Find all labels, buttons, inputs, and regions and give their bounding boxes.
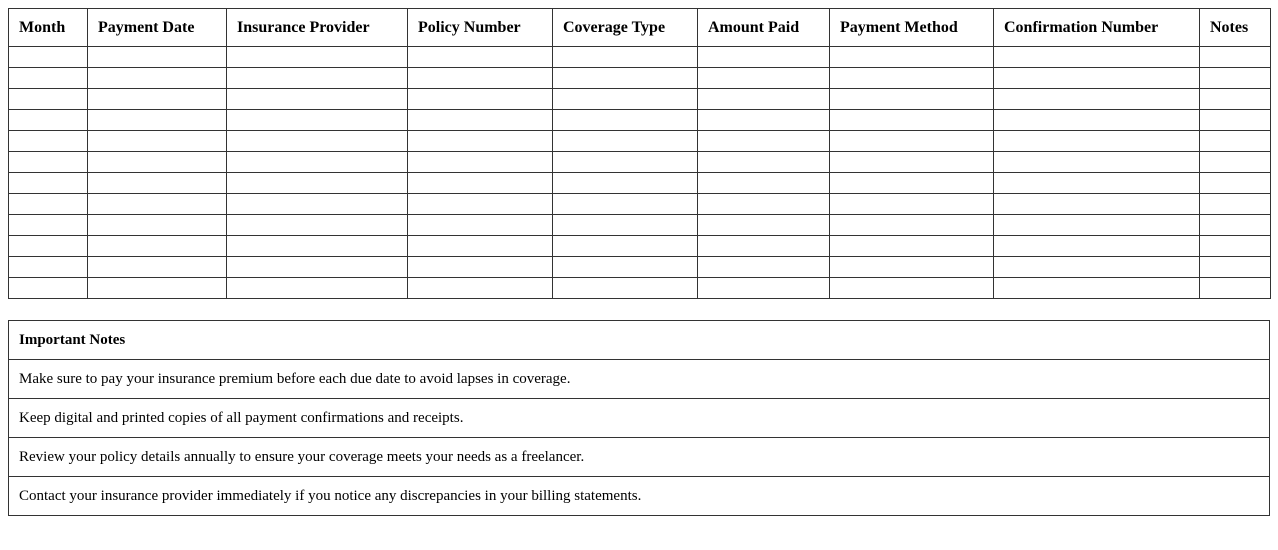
cell-payment-date[interactable] xyxy=(88,215,227,236)
table-row xyxy=(9,152,1271,173)
cell-payment-method[interactable] xyxy=(830,152,994,173)
cell-amount-paid[interactable] xyxy=(698,194,830,215)
cell-notes[interactable] xyxy=(1200,131,1271,152)
column-header-policy-number: Policy Number xyxy=(408,9,553,47)
cell-insurance-provider[interactable] xyxy=(227,173,408,194)
cell-month[interactable] xyxy=(9,278,88,299)
table-row xyxy=(9,173,1271,194)
cell-payment-date[interactable] xyxy=(88,131,227,152)
column-header-amount-paid: Amount Paid xyxy=(698,9,830,47)
column-header-month: Month xyxy=(9,9,88,47)
cell-amount-paid[interactable] xyxy=(698,131,830,152)
cell-insurance-provider[interactable] xyxy=(227,110,408,131)
cell-insurance-provider[interactable] xyxy=(227,278,408,299)
note-text: Contact your insurance provider immediately if you notice any discrepancies in your billing statements. xyxy=(9,477,1270,516)
cell-month[interactable] xyxy=(9,236,88,257)
note-row xyxy=(9,438,1270,477)
note-text: Make sure to pay your insurance premium before each due date to avoid lapses in coverage. xyxy=(9,360,1270,399)
cell-payment-method[interactable] xyxy=(830,257,994,278)
cell-notes[interactable] xyxy=(1200,173,1271,194)
cell-amount-paid[interactable] xyxy=(698,110,830,131)
table-row xyxy=(9,215,1271,236)
cell-payment-date[interactable] xyxy=(88,47,227,68)
cell-policy-number[interactable] xyxy=(408,68,553,89)
cell-month[interactable] xyxy=(9,110,88,131)
cell-payment-date[interactable] xyxy=(88,89,227,110)
table-header-row xyxy=(9,9,1271,47)
cell-confirmation-number[interactable] xyxy=(994,173,1200,194)
cell-policy-number[interactable] xyxy=(408,152,553,173)
cell-month[interactable] xyxy=(9,47,88,68)
cell-month[interactable] xyxy=(9,215,88,236)
cell-notes[interactable] xyxy=(1200,152,1271,173)
note-row xyxy=(9,399,1270,438)
cell-policy-number[interactable] xyxy=(408,47,553,68)
cell-notes[interactable] xyxy=(1200,47,1271,68)
cell-amount-paid[interactable] xyxy=(698,215,830,236)
cell-insurance-provider[interactable] xyxy=(227,131,408,152)
cell-amount-paid[interactable] xyxy=(698,278,830,299)
note-row xyxy=(9,477,1270,516)
cell-month[interactable] xyxy=(9,194,88,215)
cell-payment-method[interactable] xyxy=(830,131,994,152)
table-row xyxy=(9,194,1271,215)
cell-notes[interactable] xyxy=(1200,278,1271,299)
cell-payment-method[interactable] xyxy=(830,194,994,215)
cell-payment-method[interactable] xyxy=(830,236,994,257)
cell-policy-number[interactable] xyxy=(408,257,553,278)
cell-payment-method[interactable] xyxy=(830,278,994,299)
cell-policy-number[interactable] xyxy=(408,194,553,215)
cell-confirmation-number[interactable] xyxy=(994,131,1200,152)
cell-amount-paid[interactable] xyxy=(698,47,830,68)
cell-payment-date[interactable] xyxy=(88,110,227,131)
cell-policy-number[interactable] xyxy=(408,236,553,257)
cell-coverage-type[interactable] xyxy=(553,152,698,173)
table-row xyxy=(9,47,1271,68)
cell-payment-date[interactable] xyxy=(88,194,227,215)
cell-amount-paid[interactable] xyxy=(698,257,830,278)
cell-notes[interactable] xyxy=(1200,89,1271,110)
cell-amount-paid[interactable] xyxy=(698,236,830,257)
cell-policy-number[interactable] xyxy=(408,278,553,299)
cell-payment-method[interactable] xyxy=(830,110,994,131)
table-row xyxy=(9,278,1271,299)
cell-payment-method[interactable] xyxy=(830,47,994,68)
table-row xyxy=(9,110,1271,131)
cell-insurance-provider[interactable] xyxy=(227,236,408,257)
insurance-payments-table xyxy=(8,8,1271,299)
table-row xyxy=(9,68,1271,89)
table-row xyxy=(9,131,1271,152)
cell-notes[interactable] xyxy=(1200,194,1271,215)
cell-coverage-type[interactable] xyxy=(553,110,698,131)
column-header-insurance-provider: Insurance Provider xyxy=(227,9,408,47)
cell-amount-paid[interactable] xyxy=(698,173,830,194)
cell-confirmation-number[interactable] xyxy=(994,257,1200,278)
cell-payment-date[interactable] xyxy=(88,236,227,257)
cell-notes[interactable] xyxy=(1200,257,1271,278)
table-row xyxy=(9,236,1271,257)
cell-confirmation-number[interactable] xyxy=(994,215,1200,236)
cell-payment-date[interactable] xyxy=(88,278,227,299)
cell-month[interactable] xyxy=(9,89,88,110)
cell-insurance-provider[interactable] xyxy=(227,257,408,278)
cell-amount-paid[interactable] xyxy=(698,68,830,89)
table-row xyxy=(9,257,1271,278)
cell-confirmation-number[interactable] xyxy=(994,47,1200,68)
cell-month[interactable] xyxy=(9,257,88,278)
important-notes-table xyxy=(8,320,1270,516)
cell-confirmation-number[interactable] xyxy=(994,110,1200,131)
cell-month[interactable] xyxy=(9,152,88,173)
cell-policy-number[interactable] xyxy=(408,110,553,131)
column-header-payment-date: Payment Date xyxy=(88,9,227,47)
cell-insurance-provider[interactable] xyxy=(227,194,408,215)
cell-confirmation-number[interactable] xyxy=(994,278,1200,299)
column-header-payment-method: Payment Method xyxy=(830,9,994,47)
note-text: Keep digital and printed copies of all payment confirmations and receipts. xyxy=(9,399,1270,438)
cell-coverage-type[interactable] xyxy=(553,278,698,299)
cell-policy-number[interactable] xyxy=(408,89,553,110)
cell-notes[interactable] xyxy=(1200,236,1271,257)
cell-confirmation-number[interactable] xyxy=(994,68,1200,89)
note-row xyxy=(9,360,1270,399)
notes-body xyxy=(9,360,1270,516)
column-header-confirmation-number: Confirmation Number xyxy=(994,9,1200,47)
note-text: Review your policy details annually to ensure your coverage meets your needs as a freelancer. xyxy=(9,438,1270,477)
cell-month[interactable] xyxy=(9,68,88,89)
cell-payment-date[interactable] xyxy=(88,68,227,89)
cell-insurance-provider[interactable] xyxy=(227,89,408,110)
cell-coverage-type[interactable] xyxy=(553,215,698,236)
cell-confirmation-number[interactable] xyxy=(994,152,1200,173)
cell-policy-number[interactable] xyxy=(408,131,553,152)
cell-coverage-type[interactable] xyxy=(553,131,698,152)
cell-notes[interactable] xyxy=(1200,215,1271,236)
column-header-notes: Notes xyxy=(1200,9,1271,47)
cell-coverage-type[interactable] xyxy=(553,194,698,215)
cell-confirmation-number[interactable] xyxy=(994,89,1200,110)
notes-header-row xyxy=(9,321,1270,360)
cell-payment-date[interactable] xyxy=(88,173,227,194)
cell-confirmation-number[interactable] xyxy=(994,194,1200,215)
table-row xyxy=(9,89,1271,110)
cell-payment-method[interactable] xyxy=(830,68,994,89)
cell-payment-method[interactable] xyxy=(830,173,994,194)
cell-notes[interactable] xyxy=(1200,110,1271,131)
cell-coverage-type[interactable] xyxy=(553,89,698,110)
cell-payment-method[interactable] xyxy=(830,215,994,236)
cell-policy-number[interactable] xyxy=(408,173,553,194)
cell-amount-paid[interactable] xyxy=(698,89,830,110)
cell-insurance-provider[interactable] xyxy=(227,68,408,89)
table-body xyxy=(9,47,1271,299)
column-header-coverage-type: Coverage Type xyxy=(553,9,698,47)
cell-month[interactable] xyxy=(9,131,88,152)
cell-month[interactable] xyxy=(9,173,88,194)
cell-payment-method[interactable] xyxy=(830,89,994,110)
cell-coverage-type[interactable] xyxy=(553,257,698,278)
cell-insurance-provider[interactable] xyxy=(227,47,408,68)
cell-insurance-provider[interactable] xyxy=(227,152,408,173)
cell-payment-date[interactable] xyxy=(88,152,227,173)
cell-payment-date[interactable] xyxy=(88,257,227,278)
cell-policy-number[interactable] xyxy=(408,215,553,236)
cell-coverage-type[interactable] xyxy=(553,236,698,257)
cell-confirmation-number[interactable] xyxy=(994,236,1200,257)
cell-coverage-type[interactable] xyxy=(553,47,698,68)
notes-title: Important Notes xyxy=(9,321,1270,360)
cell-insurance-provider[interactable] xyxy=(227,215,408,236)
cell-amount-paid[interactable] xyxy=(698,152,830,173)
cell-coverage-type[interactable] xyxy=(553,68,698,89)
cell-coverage-type[interactable] xyxy=(553,173,698,194)
cell-notes[interactable] xyxy=(1200,68,1271,89)
